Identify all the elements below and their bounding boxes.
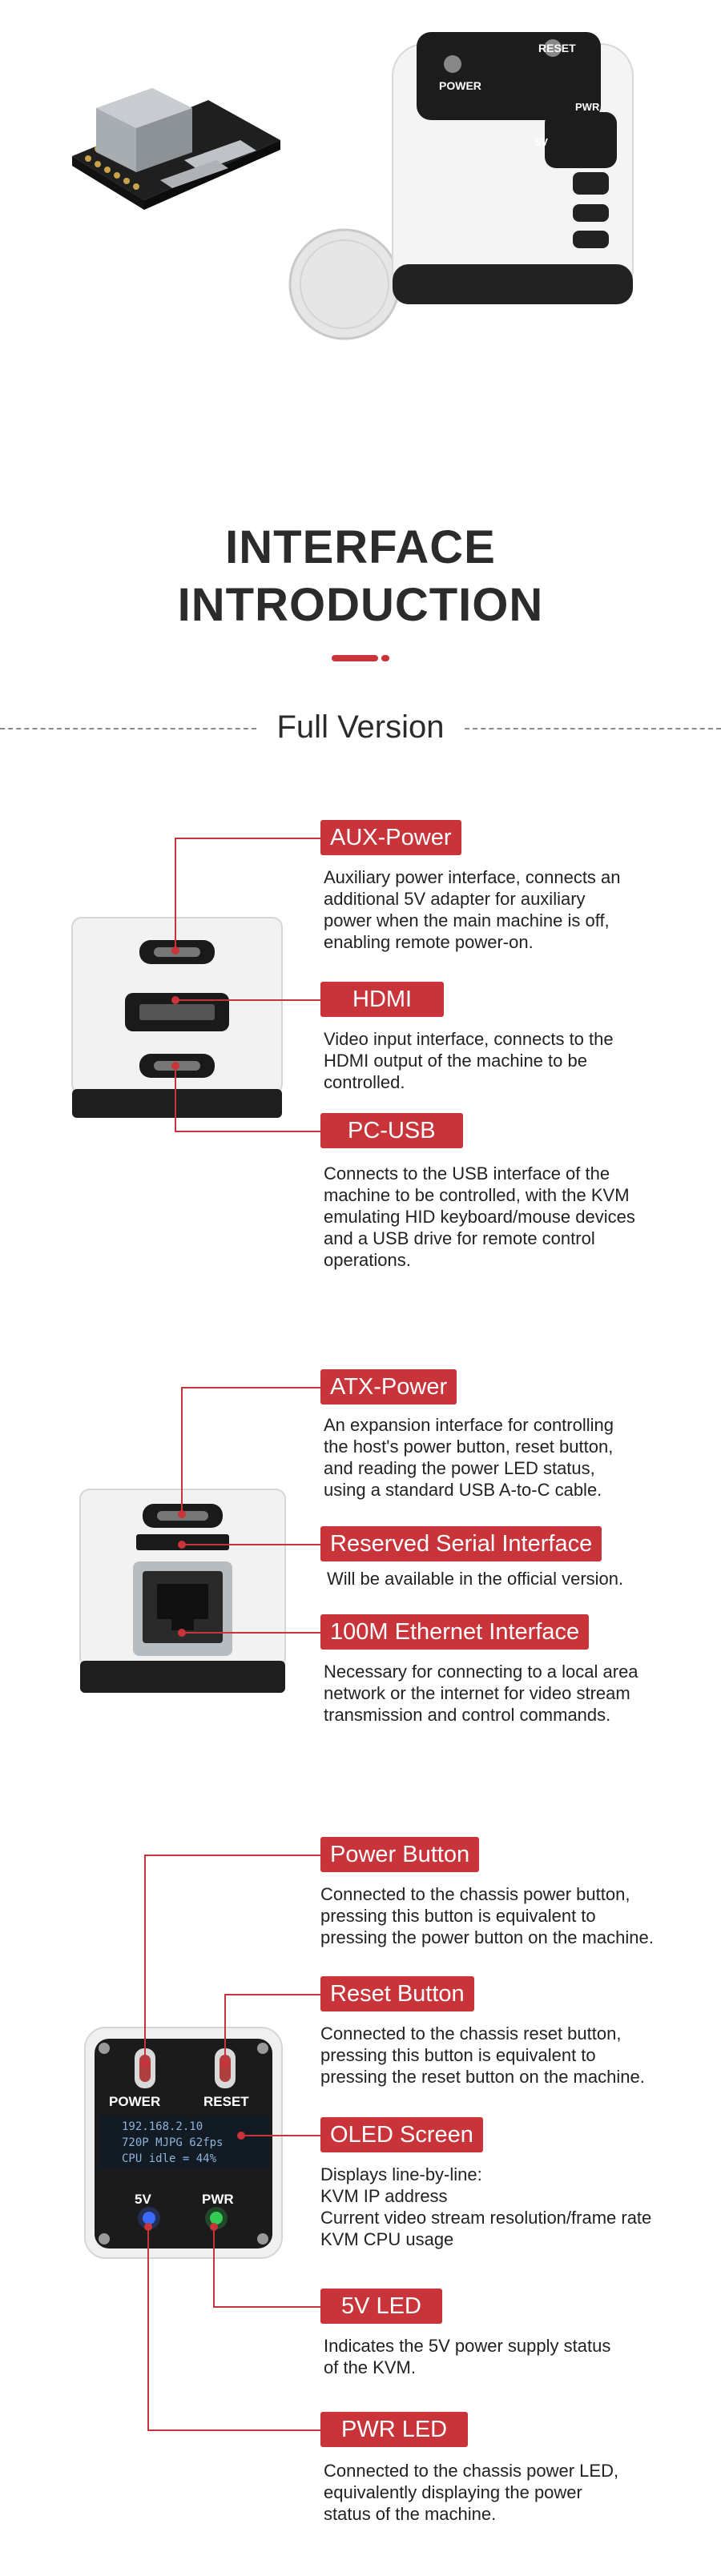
tag-pwr-led: PWR LED	[320, 2412, 468, 2447]
tag-power-button: Power Button	[320, 1837, 479, 1872]
desc-reset-button: Connected to the chassis reset button, pressing this button is equivalent to pressing the reset button on the machine.	[320, 2023, 645, 2087]
desc-ethernet: Necessary for connecting to a local area network or the internet for video stream transmission and control commands.	[324, 1662, 638, 1725]
hero-power-label: POWER	[439, 79, 481, 92]
tag-ethernet: 100M Ethernet Interface	[320, 1614, 589, 1650]
tag-serial-interface: Reserved Serial Interface	[320, 1526, 602, 1561]
desc-hdmi: Video input interface, connects to the HDMI output of the machine to be controlled.	[324, 1029, 614, 1092]
oled-line-ip: 192.168.2.10	[122, 2120, 203, 2133]
desc-aux-power: Auxiliary power interface, connects an additional 5V adapter for auxiliary power when the main machine is off, enabling remote power-on.	[324, 867, 621, 952]
tag-pc-usb: PC-USB	[320, 1113, 463, 1148]
section-divider	[0, 703, 721, 754]
device-reset-label: RESET	[203, 2094, 249, 2109]
desc-pc-usb: Connects to the USB interface of the machine to be controlled, with the KVM emulating HID keyboard/mouse devices and a USB drive for remote control operations.	[324, 1163, 635, 1270]
desc-pwr-led: Connected to the chassis power LED, equivalently displaying the power status of the machine.	[324, 2461, 619, 2524]
device-5v-label: 5V	[135, 2192, 151, 2207]
heading-accent-dot	[381, 655, 389, 661]
device-pwr-label: PWR	[202, 2192, 234, 2207]
heading-line1: INTERFACE	[225, 521, 496, 573]
desc-power-button: Connected to the chassis power button, pressing this button is equivalent to pressing the power button on the machine.	[320, 1884, 654, 1947]
hero-reset-label: RESET	[538, 42, 576, 54]
heading-accent-bar	[332, 655, 378, 661]
tag-reset-button: Reset Button	[320, 1976, 474, 2011]
heading-line2: INTRODUCTION	[177, 579, 544, 631]
device-front-panel	[83, 2026, 284, 2260]
hero-product-photo	[0, 0, 721, 376]
hero-5v-label: 5V	[535, 136, 548, 148]
device-power-label: POWER	[109, 2094, 161, 2109]
desc-5v-led: Indicates the 5V power supply status of the KVM.	[324, 2336, 611, 2377]
device-side-view-1	[69, 913, 285, 1121]
desc-oled-screen: Displays line-by-line: KVM IP address Current video stream resolution/frame rate KVM CPU usage	[320, 2164, 652, 2249]
tag-aux-power: AUX-Power	[320, 820, 461, 855]
tag-5v-led: 5V LED	[320, 2289, 442, 2324]
tag-hdmi: HDMI	[320, 982, 444, 1017]
desc-serial-interface: Will be available in the official version.	[327, 1569, 624, 1589]
hero-pwr-label: PWR	[575, 101, 600, 113]
section-title: Full Version	[266, 709, 456, 745]
tag-oled-screen: OLED Screen	[320, 2117, 483, 2152]
tag-atx-power: ATX-Power	[320, 1369, 457, 1405]
oled-line-cpu: CPU idle = 44%	[122, 2152, 217, 2165]
oled-line-resolution: 720P MJPG 62fps	[122, 2136, 224, 2149]
hero-image	[0, 0, 721, 376]
desc-atx-power: An expansion interface for controlling the host's power button, reset button, and reading the power LED status, using a standard USB A-to-C cable.	[324, 1415, 614, 1500]
